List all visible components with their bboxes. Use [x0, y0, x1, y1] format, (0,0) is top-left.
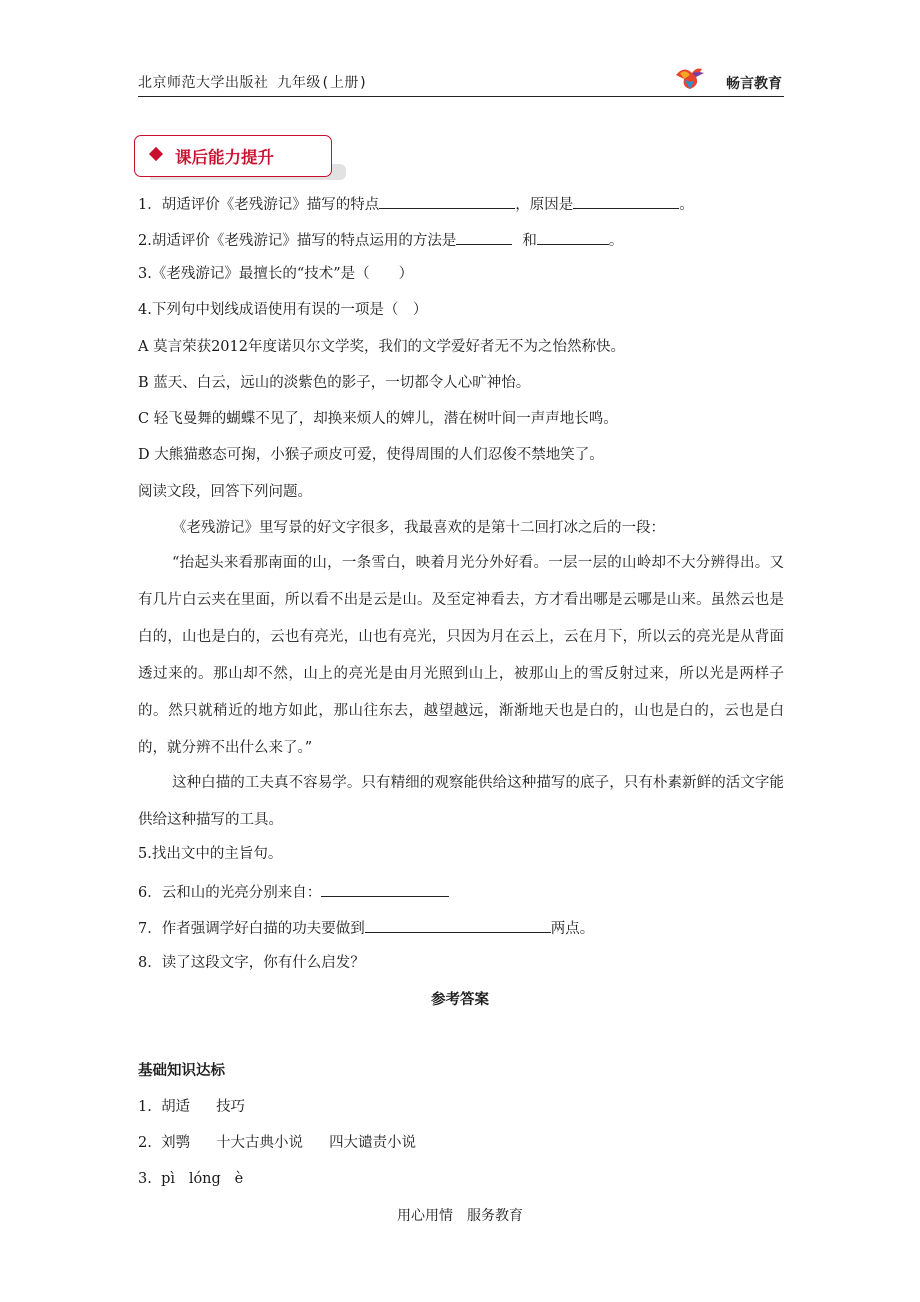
reading-instruction: 阅读文段，回答下列问题。: [138, 484, 312, 500]
section-header: [134, 135, 332, 177]
answer-number: 2.: [138, 1135, 152, 1151]
question-6-text: 6．云和山的光亮分别来自：: [138, 885, 322, 901]
question-2-end: 。: [608, 233, 624, 249]
question-2-text-2: 和: [522, 233, 537, 249]
section-title: 课后能力提升: [175, 148, 274, 167]
diamond-bullet-icon: [149, 147, 163, 161]
answer-blank[interactable]: [573, 193, 679, 209]
question-6: [138, 881, 449, 903]
answer-2: [138, 1133, 416, 1153]
answer-item: 胡适: [161, 1099, 191, 1115]
answer-blank[interactable]: [537, 229, 609, 245]
answer-blank[interactable]: [456, 229, 512, 245]
passage-quote: “抬起头来看那南面的山，一条雪白，映着月光分外好看。一层一层的山岭却不大分辨得出。又有几片白云夹在里面，所以看不出是云是山。及至定神看去，方才看出哪是云哪是山来。虽然云也是白的，山也是白的，云也有亮光，山也有亮光，只因为月在云上，云在月下，所以云的亮光是从背面透过来的。那山却不然，山上的亮光是由月光照到山上，被那山上的雪反射过来，所以光是两样子的。然只就稍近的地方如此，那山往东去，越望越远，渐渐地天也是白的，山也是白的，云也是白的，就分辨不出什么来了。”: [138, 555, 784, 756]
option-b: B 蓝天、白云，远山的淡紫色的影子，一切都令人心旷神怡。: [138, 375, 531, 391]
answer-item: pì: [161, 1171, 175, 1187]
question-4: 4.下列句中划线成语使用有误的一项是（ ）: [138, 302, 428, 318]
publisher-label: 北京师范大学出版社 九年级(上册): [138, 75, 368, 91]
answer-number: 1.: [138, 1099, 152, 1115]
page-footer: 用心用情 服务教育: [397, 1208, 523, 1224]
answer-number: 3.: [138, 1171, 152, 1187]
answer-blank[interactable]: [379, 193, 515, 209]
answer-item: lóng: [188, 1171, 221, 1187]
question-5: 5.找出文中的主旨句。: [138, 846, 283, 862]
question-1-text: 1．胡适评价《老残游记》描写的特点: [138, 197, 380, 213]
question-2-text: 2.胡适评价《老残游记》描写的特点运用的方法是: [138, 233, 457, 249]
question-3: 3.《老残游记》最擅长的“技术”是（ ）: [138, 266, 414, 282]
answer-item: 四大谴责小说: [329, 1135, 417, 1151]
page-header: [138, 60, 784, 97]
brand-name: 畅言教育: [726, 76, 782, 92]
answer-1: [138, 1097, 245, 1117]
question-1-end: 。: [679, 197, 694, 213]
question-7: [138, 917, 594, 939]
option-a: A 莫言荣获2012年度诺贝尔文学奖，我们的文学爱好者无不为之怡然称快。: [138, 339, 625, 355]
passage-intro: 《老残游记》里写景的好文字很多，我最喜欢的是第十二回打冰之后的一段：: [172, 520, 665, 536]
brand-logo: [674, 63, 784, 93]
answer-blank[interactable]: [365, 917, 551, 933]
passage-comment: 这种白描的工夫真不容易学。只有精细的观察能供给这种描写的底子，只有朴素新鲜的活文字能供给这种描写的工具。: [138, 775, 784, 828]
answer-3: [138, 1169, 243, 1189]
answers-subtitle: 基础知识达标: [138, 1063, 225, 1079]
question-7-end: 两点。: [550, 921, 595, 937]
answers-title: 参考答案: [431, 992, 489, 1008]
question-1: [138, 193, 694, 215]
question-2: [138, 229, 623, 251]
bird-logo-icon: [674, 63, 708, 93]
answer-blank[interactable]: [321, 881, 449, 897]
answer-item: 刘鹗: [161, 1135, 191, 1151]
question-8: 8．读了这段文字，你有什么启发？: [138, 955, 365, 971]
option-d: D 大熊猫憨态可掬，小猴子顽皮可爱，使得周围的人们忍俊不禁地笑了。: [138, 447, 604, 463]
question-7-text: 7．作者强调学好白描的功夫要做到: [138, 921, 365, 937]
answer-item: 十大古典小说: [216, 1135, 304, 1151]
answer-item: è: [234, 1171, 244, 1187]
option-c: C 轻飞曼舞的蝴蝶不见了，却换来烦人的婢儿，潜在树叶间一声声地长鸣。: [138, 411, 618, 427]
question-1-text-2: ，原因是: [515, 197, 574, 213]
answer-item: 技巧: [216, 1099, 246, 1115]
